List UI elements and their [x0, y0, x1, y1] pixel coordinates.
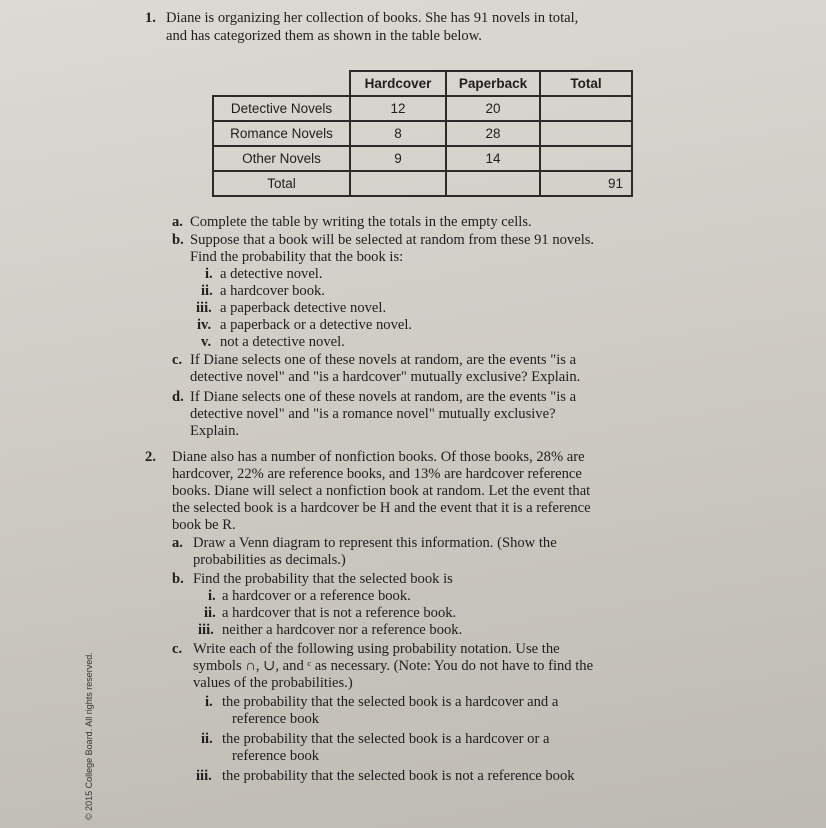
- q1c-text-1: If Diane selects one of these novels at random, are the events "is a: [190, 352, 577, 368]
- q1b-iii-text: a paperback detective novel.: [220, 300, 387, 316]
- table-cell: 9: [350, 146, 446, 171]
- table-row: [213, 121, 632, 146]
- q1d-label: d.: [172, 389, 184, 405]
- table-cell: 8: [350, 121, 446, 146]
- table-cell-empty: [446, 171, 540, 196]
- table-cell-empty: [540, 121, 632, 146]
- q2c-iii-text: the probability that the selected book is not a reference book: [222, 768, 575, 784]
- q1d-text-1: If Diane selects one of these novels at random, are the events "is a: [190, 389, 577, 405]
- q2c-iii-label: iii.: [196, 768, 212, 784]
- copyright-notice: © 2015 College Board. All rights reserved.: [84, 652, 94, 820]
- row-label: Total: [213, 171, 350, 196]
- q2c-ii-label: ii.: [201, 731, 213, 747]
- table-cell: 14: [446, 146, 540, 171]
- q2b-iii-label: iii.: [198, 622, 214, 638]
- q1-intro-line-1: Diane is organizing her collection of books. She has 91 novels in total,: [166, 10, 579, 26]
- header-hardcover: Hardcover: [350, 71, 446, 96]
- q2c-label: c.: [172, 641, 183, 657]
- q2c-ii-text-1: the probability that the selected book is a hardcover or a: [222, 731, 550, 747]
- table-cell-empty: [540, 96, 632, 121]
- q2c-i-label: i.: [205, 694, 213, 710]
- table-row: [213, 146, 632, 171]
- row-label: Other Novels: [213, 146, 350, 171]
- q2-number: 2.: [145, 449, 156, 465]
- q1b-v-text: not a detective novel.: [220, 334, 345, 350]
- q1c-text-2: detective novel" and "is a hardcover" mutually exclusive? Explain.: [190, 369, 581, 385]
- q2b-i-text: a hardcover or a reference book.: [222, 588, 411, 604]
- q1b-v-label: v.: [201, 334, 212, 350]
- q2-intro-line-1: Diane also has a number of nonfiction books. Of those books, 28% are: [172, 449, 585, 465]
- table-cell-empty: [540, 146, 632, 171]
- table-cell: 28: [446, 121, 540, 146]
- q2-intro-line-3: books. Diane will select a nonfiction book at random. Let the event that: [172, 483, 591, 499]
- q1a-label: a.: [172, 214, 183, 230]
- q2c-i-text-1: the probability that the selected book is a hardcover and a: [222, 694, 559, 710]
- q1c-label: c.: [172, 352, 183, 368]
- q2c-text-3: values of the probabilities.): [193, 675, 353, 691]
- q2-intro-line-5: book be R.: [172, 517, 236, 533]
- table-cell-empty: [350, 171, 446, 196]
- row-label: Detective Novels: [213, 96, 350, 121]
- q2b-label: b.: [172, 571, 184, 587]
- q2c-ii-text-2: reference book: [232, 748, 320, 764]
- q2a-label: a.: [172, 535, 183, 551]
- q2b-i-label: i.: [208, 588, 216, 604]
- q1b-iii-label: iii.: [196, 300, 212, 316]
- header-paperback: Paperback: [446, 71, 540, 96]
- q1b-text-1: Suppose that a book will be selected at random from these 91 novels.: [190, 232, 595, 248]
- q1b-iv-text: a paperback or a detective novel.: [220, 317, 413, 333]
- table-header-row: [213, 71, 632, 96]
- grand-total-cell: 91: [540, 171, 632, 196]
- q1-intro-line-2: and has categorized them as shown in the table below.: [166, 28, 482, 44]
- q1d-text-3: Explain.: [190, 423, 240, 439]
- table-total-row: [213, 171, 632, 196]
- q1b-i-label: i.: [205, 266, 213, 282]
- q1b-ii-label: ii.: [201, 283, 213, 299]
- q2c-i-text-2: reference book: [232, 711, 320, 727]
- q2a-text-2: probabilities as decimals.): [193, 552, 346, 568]
- table-corner: [213, 71, 350, 96]
- q1d-text-2: detective novel" and "is a romance novel" mutually exclusive?: [190, 406, 556, 422]
- q2b-text: Find the probability that the selected book is: [193, 571, 453, 587]
- q2b-ii-text: a hardcover that is not a reference book.: [222, 605, 457, 621]
- table-cell: 12: [350, 96, 446, 121]
- q1b-text-2: Find the probability that the book is:: [190, 249, 404, 265]
- q1b-i-text: a detective novel.: [220, 266, 323, 282]
- q2-intro-line-2: hardcover, 22% are reference books, and 13% are hardcover reference: [172, 466, 582, 482]
- q1b-label: b.: [172, 232, 184, 248]
- novels-table: [212, 70, 633, 197]
- q2b-ii-label: ii.: [204, 605, 216, 621]
- q1-number: 1.: [145, 10, 156, 26]
- table-row: [213, 96, 632, 121]
- q1b-iv-label: iv.: [197, 317, 212, 333]
- q1b-ii-text: a hardcover book.: [220, 283, 325, 299]
- q2b-iii-text: neither a hardcover nor a reference book.: [222, 622, 463, 638]
- q2c-text-2: symbols ∩, ∪, and ᶜ as necessary. (Note: You do not have to find the: [193, 658, 594, 674]
- header-total: Total: [540, 71, 632, 96]
- table-cell: 20: [446, 96, 540, 121]
- q2c-text-1: Write each of the following using probability notation. Use the: [193, 641, 560, 657]
- row-label: Romance Novels: [213, 121, 350, 146]
- q1a-text: Complete the table by writing the totals in the empty cells.: [190, 214, 532, 230]
- q2-intro-line-4: the selected book is a hardcover be H and the event that it is a reference: [172, 500, 591, 516]
- q2a-text-1: Draw a Venn diagram to represent this information. (Show the: [193, 535, 557, 551]
